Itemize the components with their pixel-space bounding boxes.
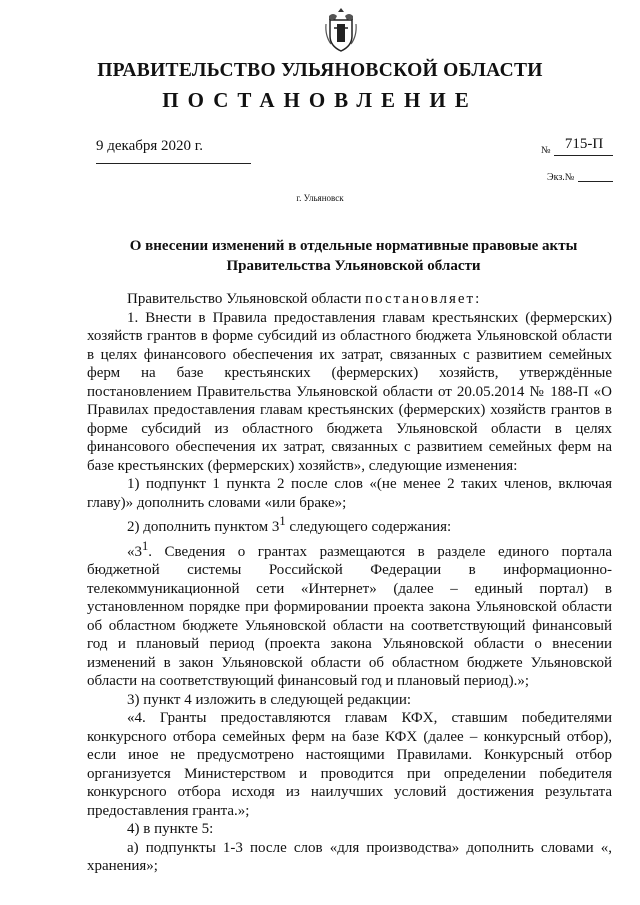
paragraph-3-tail: следующего содержания: [285, 519, 452, 535]
title-line-2: Правительства Ульяновской области [226, 258, 481, 274]
number-underline [554, 155, 613, 156]
paragraph-1: 1. Внести в Правила предоставления главам крестьянских (фермерских) хозяйств грантов в форме субсидий из областного бюджета Ульяновской области в целях финансового обеспечения их затрат, связанных с развитием семейных ферм на базе крестьянских (фермерских) хозяйств, утверждённые постановлением Правительства Ульяновской области от 20.05.2014 № 188-П «О Правилах предоставления главам крестьянских (фермерских) хозяйств грантов в форме субсидий из областного бюджета Ульяновской области в целях финансового обеспечения их затрат, связанных с развитием семейных ферм на базе крестьянских (фермерских) хозяйств», следующие изменения: [87, 309, 612, 474]
paragraph-8: а) подпункты 1-3 после слов «для производства» дополнить словами «, хранения»; [87, 839, 612, 874]
paragraph-3-superscript: 1 [279, 514, 286, 528]
paragraph-4-tail: . Сведения о грантах размещаются в разделе единого портала бюджетной системы Российской Федерации в информационно-телекоммуникационной сети «Интернет» (далее – единый портал) в установленном порядке при формировании проекта закона Ульяновской области об областном бюджете Ульяновской области на соответствующий финансовый год и плановый период (проекта закона Ульяновской области о внесении изменений в закон Ульяновской области об областном бюджете Ульяновской области на соответствующий финансовый год и плановый период).»; [87, 543, 612, 689]
intro-subject: Правительство Ульяновской области [127, 291, 362, 307]
intro-verb: постановляет: [365, 291, 482, 307]
number-prefix: № [541, 145, 551, 156]
copy-number-underline [578, 181, 613, 182]
coat-of-arms-icon [323, 6, 359, 54]
decree-date: 9 декабря 2020 г. [96, 138, 203, 154]
paragraph-4-superscript: 1 [142, 538, 149, 553]
paragraph-3 [87, 512, 612, 537]
paragraph-4 [87, 537, 612, 691]
title-line-1: О внесении изменений в отдельные нормативные правовые акты [129, 238, 578, 254]
copy-number-label: Экз.№ [547, 172, 575, 183]
paragraph-5: 3) пункт 4 изложить в следующей редакции: [127, 691, 412, 708]
government-name: ПРАВИТЕЛЬСТВО УЛЬЯНОВСКОЙ ОБЛАСТИ [97, 60, 543, 81]
date-underline [96, 163, 251, 164]
document-type: ПОСТАНОВЛЕНИЕ [162, 88, 478, 112]
paragraph-2: 1) подпункт 1 пункта 2 после слов «(не менее 2 таких членов, включая главу)» дополнить словами «или браке»; [87, 476, 612, 511]
intro-paragraph [87, 290, 612, 309]
city: г. Ульяновск [296, 193, 344, 203]
paragraph-4-text: «3 [127, 543, 142, 560]
paragraph-7: 4) в пункте 5: [127, 821, 214, 837]
decree-body [87, 290, 612, 876]
paragraph-6: «4. Гранты предоставляются главам КФХ, ставшим победителями конкурсного отбора семейных ферм на базе КФХ (далее – конкурсный отбор), если иное не предусмотрено настоящими Правилами. Конкурсный отбор организуется Министерством и проводится при определении победителя конкурсного отбора исходя из наилучших условий достижения результата предоставления гранта.»; [87, 710, 612, 819]
decree-title [96, 236, 611, 276]
decree-number: 715-П [564, 136, 604, 152]
paragraph-3-text: 2) дополнить пунктом 3 [127, 519, 280, 535]
